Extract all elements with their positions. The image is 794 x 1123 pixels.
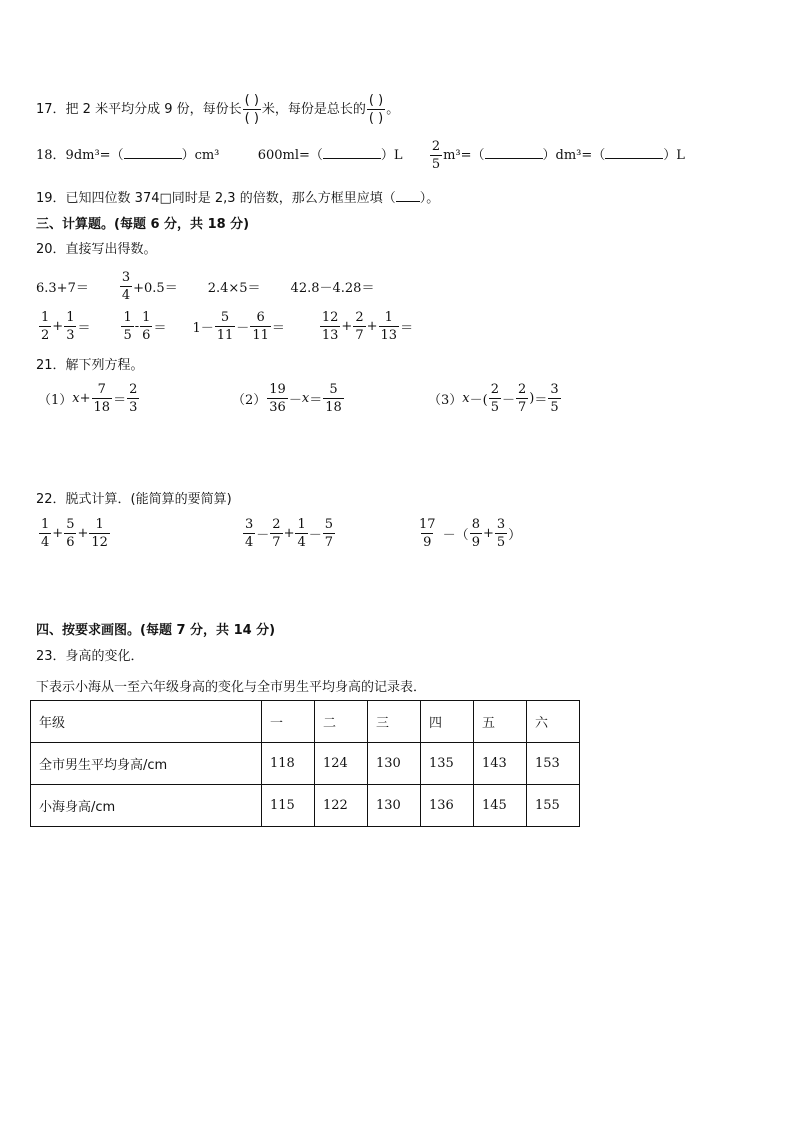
frac-num: 2 [355, 309, 364, 325]
table-cell: 122 [315, 785, 368, 827]
frac-num: 19 [269, 381, 286, 397]
table-cell: 全市男生平均身高/cm [31, 743, 262, 785]
eq-label: （3） [428, 392, 463, 408]
frac-den: 9 [471, 534, 480, 550]
eq-label: （2） [232, 392, 267, 408]
table-row [31, 785, 580, 827]
q17-text-a: 17．把 2 米平均分成 9 份，每份长 [36, 102, 242, 117]
frac-num: 5 [324, 516, 334, 532]
q18-part3: m³=（ [443, 148, 485, 163]
frac [323, 383, 344, 414]
answer-blank[interactable] [124, 147, 182, 159]
eq-label: （1） [38, 392, 73, 408]
frac-den: 18 [93, 399, 111, 415]
frac-num: 2 [490, 381, 499, 397]
table-cell: 155 [527, 785, 580, 827]
frac-num: 3 [550, 381, 559, 397]
table-cell: 小海身高/cm [31, 785, 262, 827]
close-paren: ） [508, 527, 522, 543]
frac-den: 3 [66, 327, 75, 343]
question-20-title: 20．直接写出得数。 [36, 242, 157, 257]
frac [39, 518, 51, 549]
frac-den: 7 [324, 534, 334, 550]
frac [215, 311, 236, 342]
q20-row1 [36, 266, 374, 306]
table-cell: 年级 [31, 701, 262, 743]
table-row [31, 743, 580, 785]
frac [379, 311, 400, 342]
frac [89, 518, 110, 549]
frac-den: 4 [245, 534, 254, 550]
question-22-title: 22．脱式计算．(能简算的要简算) [36, 492, 232, 507]
section-3-title: 三、计算题。(每题 6 分，共 18 分) [36, 217, 250, 232]
table-cell: 二 [315, 701, 368, 743]
frac-den: 11 [252, 327, 269, 343]
q20-r1c: 2.4×5＝ [207, 280, 261, 296]
frac [353, 311, 365, 342]
q20-r1b: +0.5＝ [133, 280, 178, 296]
q20-r1b-frac [120, 271, 132, 302]
frac-num: 3 [121, 269, 131, 285]
table-cell: 124 [315, 743, 368, 785]
equals-sign: ＝ [271, 320, 285, 336]
table-cell: 115 [262, 785, 315, 827]
frac-num: 1 [66, 309, 75, 325]
frac-num: 5 [66, 516, 75, 532]
minus-sign: － [256, 527, 270, 543]
question-21-title: 21．解下列方程。 [36, 358, 144, 373]
equals-sign: ＝ [153, 320, 167, 336]
table-cell: 130 [368, 743, 421, 785]
frac-num: 3 [496, 516, 506, 532]
frac-num: 1 [142, 309, 151, 325]
height-table [30, 700, 580, 827]
table-cell: 136 [421, 785, 474, 827]
q17-frac2-num: ( ) [368, 93, 384, 108]
frac-den: 7 [272, 534, 281, 550]
frac-den: 7 [355, 327, 364, 343]
frac [267, 383, 288, 414]
frac-num: 1 [95, 516, 104, 532]
frac-den: 3 [129, 399, 138, 415]
table-cell: 153 [527, 743, 580, 785]
frac-den: 4 [297, 534, 306, 550]
q22-b [242, 513, 336, 553]
frac [39, 311, 51, 342]
minus-sign: － [236, 320, 250, 336]
frac [489, 383, 501, 414]
table-cell: 118 [262, 743, 315, 785]
question-17 [36, 94, 399, 125]
q18-part1b: ）cm³ [181, 148, 220, 163]
frac [495, 518, 507, 549]
frac-num: 12 [321, 309, 339, 325]
frac-den: 11 [216, 327, 234, 343]
frac [140, 311, 152, 342]
frac-num: 8 [471, 516, 480, 532]
q17-frac-den: ( ) [244, 111, 259, 126]
table-cell: 三 [368, 701, 421, 743]
answer-blank[interactable] [396, 190, 420, 202]
frac-num: 3 [245, 516, 254, 532]
frac-den: 6 [66, 534, 75, 550]
answer-blank[interactable] [605, 147, 663, 159]
frac [243, 518, 255, 549]
table-cell: 130 [368, 785, 421, 827]
frac [516, 383, 528, 414]
table-header-row [31, 701, 580, 743]
frac [323, 518, 335, 549]
q18-part2b: ）L [380, 148, 403, 163]
table-cell: 145 [474, 785, 527, 827]
q18-frac-den: 5 [431, 157, 441, 172]
frac-den: 36 [269, 399, 286, 415]
frac [64, 518, 76, 549]
q17-fraction-part [367, 94, 385, 125]
frac-num: 5 [220, 309, 230, 325]
frac-den: 6 [142, 327, 151, 343]
table-cell: 一 [262, 701, 315, 743]
plus-sign: + [366, 318, 378, 334]
frac [127, 383, 139, 414]
question-23-title: 23．身高的变化． [36, 649, 144, 664]
q18-part2: 600ml=（ [257, 148, 323, 163]
frac-num: 6 [256, 309, 265, 325]
frac [92, 383, 113, 414]
q20-r1a: 6.3+7＝ [36, 280, 89, 296]
frac-num: 1 [41, 516, 50, 532]
minus-sign: － [501, 392, 515, 408]
variable-x: x [301, 390, 310, 406]
frac [470, 518, 482, 549]
frac-num: 2 [518, 381, 527, 397]
minus-sign: － [288, 392, 302, 408]
variable-x: x [462, 390, 470, 406]
equals-sign: ＝ [77, 320, 91, 336]
q18-part1: 18．9dm³=（ [36, 148, 124, 163]
frac-num: 1 [384, 309, 393, 325]
plus-sign: + [341, 318, 353, 334]
table-cell: 四 [421, 701, 474, 743]
frac [121, 311, 133, 342]
frac-den: 13 [380, 327, 398, 343]
plus-sign: + [482, 525, 494, 541]
q17-frac-num: ( ) [244, 93, 259, 108]
table-cell: 143 [474, 743, 527, 785]
frac-num: 1 [297, 516, 306, 532]
q20-row2 [38, 306, 413, 346]
frac-num: 7 [97, 381, 106, 397]
frac-den: 4 [121, 287, 131, 303]
variable-x: x [72, 390, 80, 406]
frac-num: 2 [272, 516, 281, 532]
frac [250, 311, 271, 342]
answer-blank[interactable] [485, 147, 543, 159]
question-23-intro: 下表示小海从一至六年级身高的变化与全市男生平均身高的记录表． [36, 680, 427, 695]
frac [295, 518, 307, 549]
frac-num: 1 [123, 309, 132, 325]
q17-frac2-den: ( ) [368, 111, 384, 126]
frac-num: 17 [419, 516, 436, 532]
frac-num: 1 [41, 309, 50, 325]
q17-fraction-length [243, 94, 261, 125]
plus-sign: + [283, 525, 295, 541]
q19-text: 19．已知四位数 374□同时是 2,3 的倍数，那么方框里应填（ [36, 191, 396, 206]
frac-den: 7 [518, 399, 527, 415]
frac-den: 5 [490, 399, 499, 415]
q20-r2c-pre: 1－ [192, 320, 214, 336]
q18-part3c: ）L [663, 148, 685, 163]
q22-a [38, 513, 111, 553]
question-18 [36, 140, 685, 171]
frac-den: 9 [423, 534, 432, 550]
table-cell: 五 [474, 701, 527, 743]
q17-text-c: 。 [386, 102, 400, 117]
frac-den: 18 [325, 399, 342, 415]
plus-sign: + [77, 525, 89, 541]
q21-eq2 [232, 378, 345, 418]
q19-text-b: ）。 [419, 191, 440, 206]
equals-sign: ＝ [309, 392, 323, 408]
frac-num: 5 [329, 381, 338, 397]
frac [64, 311, 76, 342]
frac-den: 5 [496, 534, 506, 550]
q17-text-b: 米，每份是总长的 [261, 102, 366, 117]
frac-den: 4 [41, 534, 50, 550]
table-cell: 135 [421, 743, 474, 785]
frac [548, 383, 560, 414]
section-4-title: 四、按要求画图。(每题 7 分，共 14 分) [36, 623, 276, 638]
q22-c [416, 513, 521, 553]
plus-sign: + [52, 525, 64, 541]
q18-fraction [430, 140, 442, 171]
minus-paren: －（ [438, 527, 469, 543]
frac-den: 13 [321, 327, 339, 343]
frac-den: 5 [550, 399, 559, 415]
frac-den: 12 [91, 534, 108, 550]
q21-eq3 [428, 378, 562, 418]
frac-num: 2 [129, 381, 138, 397]
answer-blank[interactable] [323, 147, 381, 159]
frac-den: 5 [123, 327, 132, 343]
q18-part3b: ）dm³=（ [542, 148, 606, 163]
equals-sign: ＝ [534, 392, 548, 408]
question-19 [36, 187, 439, 206]
plus-sign: + [52, 318, 64, 334]
equals-sign: ＝ [113, 392, 127, 408]
table-cell: 六 [527, 701, 580, 743]
minus-paren: －( [469, 392, 488, 408]
q21-eq1 [38, 378, 140, 418]
minus-sign: － [308, 527, 322, 543]
frac [270, 518, 282, 549]
frac [417, 518, 438, 549]
plus-sign: + [79, 390, 91, 406]
equals-sign: ＝ [400, 320, 414, 336]
q20-r1d: 42.8－4.28＝ [290, 280, 375, 296]
q18-frac-num: 2 [431, 139, 441, 154]
frac [320, 311, 341, 342]
close-paren: ) [529, 390, 535, 406]
minus-sign: - [134, 318, 140, 334]
frac-den: 2 [41, 327, 50, 343]
